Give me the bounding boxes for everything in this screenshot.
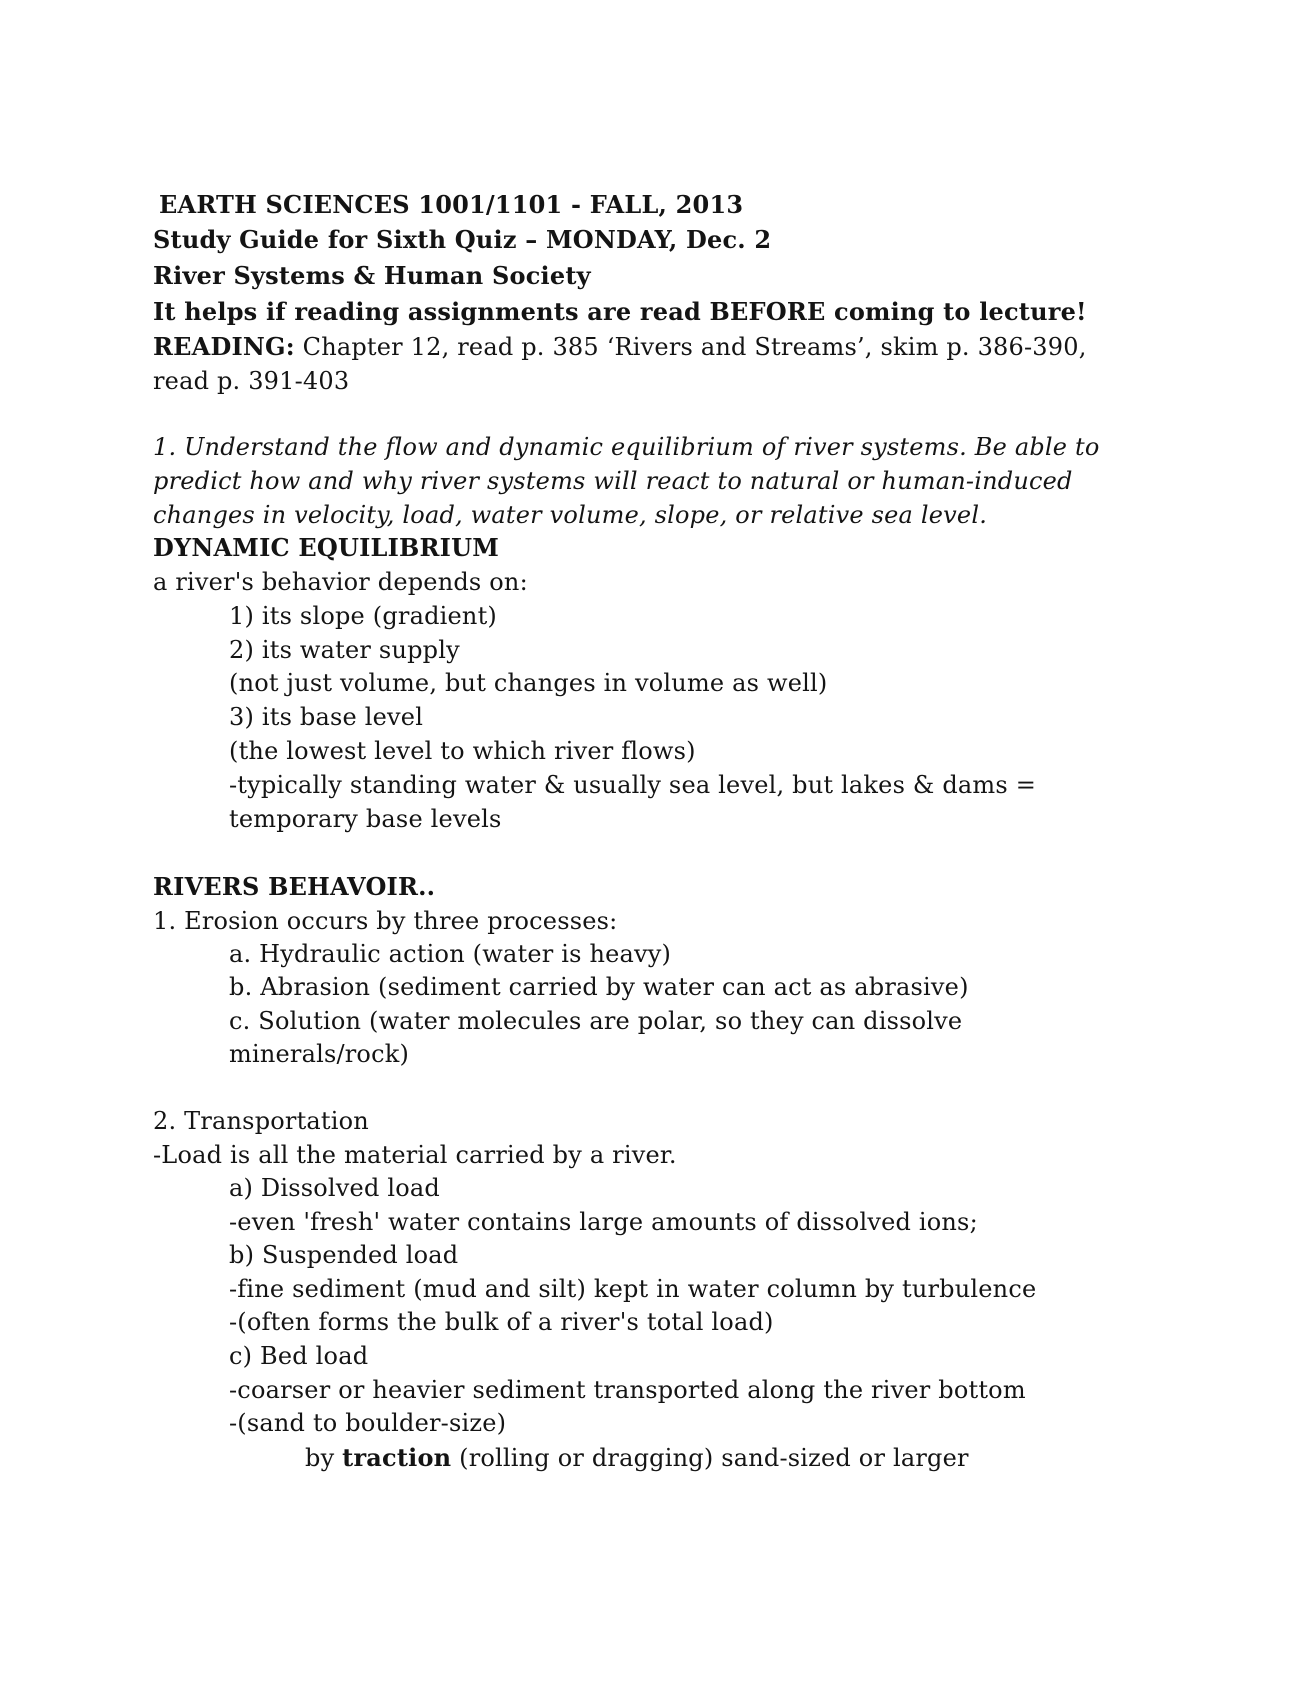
list-item: 3) its base level	[229, 703, 424, 731]
objective-line-1: 1. Understand the flow and dynamic equilibrium of river systems. Be able to	[153, 433, 1100, 461]
traction-line	[305, 1443, 969, 1473]
list-item: (not just volume, but changes in volume as well)	[229, 669, 828, 697]
list-item: 2) its water supply	[229, 636, 460, 664]
reading-advice: It helps if reading assignments are read BEFORE coming to lecture!	[153, 297, 1087, 326]
dynamic-equilibrium-intro: a river's behavior depends on:	[153, 568, 528, 596]
transportation-title: 2. Transportation	[153, 1107, 369, 1135]
objective-line-3: changes in velocity, load, water volume, slope, or relative sea level.	[153, 501, 988, 529]
traction-term: traction	[342, 1443, 452, 1472]
dynamic-equilibrium-heading: DYNAMIC EQUILIBRIUM	[153, 533, 499, 562]
reading-assignment-cont: read p. 391-403	[153, 367, 350, 395]
list-item: b. Abrasion (sediment carried by water can act as abrasive)	[229, 973, 969, 1001]
list-item: temporary base levels	[229, 805, 502, 833]
reading-label: READING:	[153, 332, 295, 361]
list-item: -fine sediment (mud and silt) kept in water column by turbulence	[229, 1275, 1037, 1303]
list-item: minerals/rock)	[229, 1040, 410, 1068]
rivers-behavior-heading: RIVERS BEHAVOIR..	[153, 872, 436, 901]
list-item: c) Bed load	[229, 1342, 369, 1370]
traction-suffix: (rolling or dragging) sand-sized or larger	[451, 1444, 969, 1472]
list-item: c. Solution (water molecules are polar, so they can dissolve	[229, 1007, 963, 1035]
traction-prefix: by	[305, 1444, 343, 1472]
list-item: 1) its slope (gradient)	[229, 602, 497, 630]
list-item: a. Hydraulic action (water is heavy)	[229, 940, 672, 968]
list-item: (the lowest level to which river flows)	[229, 737, 696, 765]
list-item: -even 'fresh' water contains large amounts of dissolved ions;	[229, 1208, 978, 1236]
list-item: -typically standing water & usually sea level, but lakes & dams =	[229, 771, 1037, 799]
topic-title: River Systems & Human Society	[153, 261, 591, 290]
study-guide-title: Study Guide for Sixth Quiz – MONDAY, Dec. 2	[153, 225, 772, 254]
list-item: -(sand to boulder-size)	[229, 1409, 507, 1437]
reading-text: Chapter 12, read p. 385 ‘Rivers and Streams’, skim p. 386-390,	[294, 333, 1087, 361]
list-item: a) Dissolved load	[229, 1174, 440, 1202]
objective-line-2: predict how and why river systems will react to natural or human-induced	[153, 467, 1073, 495]
course-title: EARTH SCIENCES 1001/1101 - FALL, 2013	[159, 190, 744, 219]
list-item: -coarser or heavier sediment transported along the river bottom	[229, 1376, 1026, 1404]
transportation-intro: -Load is all the material carried by a river.	[153, 1141, 677, 1169]
list-item: -(often forms the bulk of a river's total load)	[229, 1308, 774, 1336]
list-item: b) Suspended load	[229, 1241, 459, 1269]
reading-assignment	[153, 332, 1087, 362]
erosion-title: 1. Erosion occurs by three processes:	[153, 907, 618, 935]
